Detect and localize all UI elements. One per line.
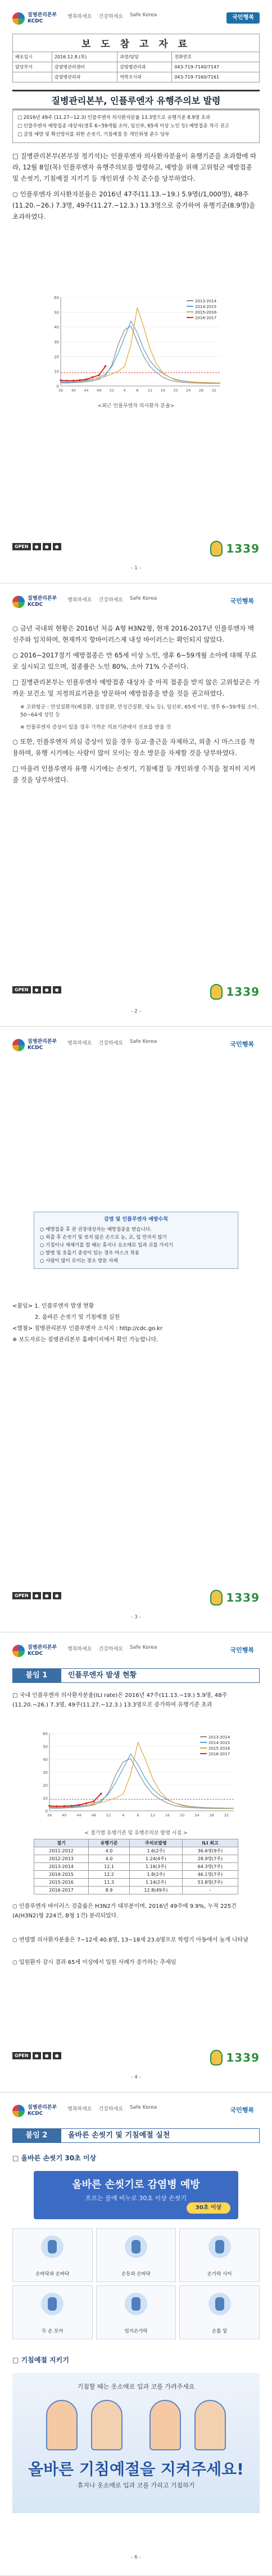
org-sub: KCDC	[28, 19, 43, 24]
slogan-1: 행복하세요	[67, 2106, 92, 2112]
x-tick-label: 52	[106, 1813, 111, 1818]
table-row	[34, 1887, 238, 1894]
person-icon	[46, 2400, 78, 2450]
para-2: ○ 인플루엔자 의사환자분율은 2016년 47주(11.13.~19.) 5.9명(/1,000명), 48주(11.20.~26.) 7.3명, 49주(11.27.~12.3.) 13.3명으로 증가하여 유행기준(8.9명)을 초과하였다.	[12, 190, 256, 220]
page-6	[0, 2092, 272, 2576]
org-sub: KCDC	[28, 1045, 43, 1051]
table-row	[34, 1847, 238, 1855]
summary-line: □ 인플루엔자 예방접종 대상자(생후 6~59개월 소아, 임신부, 65세 이상 노인 등) 예방접종 적극 권고	[17, 123, 229, 129]
page-3	[0, 1027, 272, 1632]
data-point	[60, 379, 62, 381]
hdr-cell: 감염병관리과	[117, 62, 172, 72]
x-tick-label: 16	[165, 1813, 170, 1818]
slogan-3: Safe Korea	[129, 2105, 157, 2110]
y-tick-label: 50	[54, 310, 59, 315]
handwash-poster	[34, 2171, 238, 2219]
page4-para-2: ○ 인플루엔자 바이러스 검출률은 H3N2가 대부분이며, 2016년 49주에 9.9%, 누적 225건(A(H3N2)형 224건, B형 1건) 분리되었다.	[12, 1903, 237, 1919]
footer-dot: ●	[33, 543, 41, 550]
gpen-badge: GPEN	[12, 986, 31, 993]
slogan-group	[67, 1039, 157, 1046]
poster-subtitle: 흐르는 물에 비누로 30초 이상 손씻기	[85, 2195, 187, 2202]
hdr-cell: 전화번호	[172, 52, 260, 62]
data-point	[93, 1800, 95, 1802]
attachment-2: 2. 올바른 손씻기 및 기침예절 실천	[35, 1314, 120, 1321]
poster-title: 올바른 손씻기로 감염병 예방	[72, 2179, 200, 2191]
x-tick-label: 44	[84, 388, 89, 393]
x-tick-label: 24	[186, 388, 191, 393]
series-line	[49, 1759, 234, 1809]
table-cell: 12.2	[89, 1871, 130, 1879]
footer-dot: ●	[43, 543, 51, 550]
attachments	[12, 1301, 260, 1346]
series-line	[61, 326, 220, 383]
kcdc-logo	[12, 12, 57, 25]
kcdc-logo-icon	[12, 2105, 25, 2117]
org-name: 질병관리본부	[28, 596, 57, 601]
footer-dot: ●	[33, 1592, 41, 1599]
kcdc-logo-icon	[12, 1645, 25, 1657]
legend-label: 2015-2016	[195, 310, 217, 315]
tip-line: ○ 기침이나 재채기를 할 때는 휴지나 옷소매로 입과 코를 가리기	[40, 1243, 174, 1248]
table-row	[34, 1863, 238, 1871]
page-number: - 3 -	[131, 1614, 141, 1620]
kcdc-logo-icon	[12, 596, 25, 608]
data-point	[78, 1804, 80, 1806]
table-header: 유행기준	[89, 1839, 130, 1847]
table-cell: 28.9명(7주)	[182, 1855, 238, 1863]
legend-label: 2016-2017	[208, 1752, 230, 1756]
table-header: 주의보발령	[129, 1839, 182, 1847]
slogan-group	[67, 596, 157, 603]
step-card	[179, 2285, 260, 2339]
y-tick-label: 10	[43, 1796, 48, 1801]
x-tick-label: 28	[209, 1813, 214, 1818]
item-2: ○ 2016~2017절기 예방접종은 만 65세 이상 노인, 생후 6~59개월 소아에 대해 무료로 실시되고 있으며, 접종률은 노인 80%, 소아 71% 수준이다.	[12, 651, 257, 670]
x-tick-label: 4	[122, 1813, 125, 1818]
org-sub: KCDC	[28, 1651, 43, 1657]
y-tick-label: 40	[43, 1758, 48, 1762]
tip-line: ○ 사람이 많이 모이는 장소 방문 자제	[40, 1258, 118, 1264]
y-tick-label: 20	[54, 355, 59, 360]
y-tick-label: 0	[56, 384, 59, 389]
attachment-note: ※ 보도자료는 질병관리본부 홈페이지에서 확인 가능합니다.	[12, 1337, 158, 1343]
mascot-icon	[210, 2050, 223, 2066]
tip-line: ○ 예방접종 후 관 권장대상자는 예방접종을 받습니다.	[40, 1227, 152, 1232]
page1-body	[12, 150, 260, 227]
para-3: □ 아울러 인플루엔자 유행 시기에는 손씻기, 기침예절 등 개인위생 수칙을 철저히 지켜 줄 것을 당부하였다.	[12, 765, 256, 784]
tag-badge: 국민행복	[224, 2105, 260, 2116]
page4-para: □ 국내 인플루엔자 의사환자분율(ILI rate)은 2016년 47주(11.13.~19.) 5.9명, 48주(11.20.~26.) 7.3명, 49주(11.27.~12.3.) 13.3명으로 증가하여 유행기준 초과	[12, 1692, 228, 1708]
hotline-group	[210, 1590, 260, 1606]
page-1	[0, 0, 272, 583]
doc-title: 보 도 참 고 자 료	[13, 34, 260, 52]
gpen-badge: GPEN	[12, 543, 31, 550]
table-cell: 53.8명(7주)	[182, 1879, 238, 1887]
hand-icon	[41, 2293, 64, 2315]
footer-dot: ●	[53, 986, 61, 993]
section-title: 올바른 손씻기 및 기침예절 실천	[61, 2128, 260, 2143]
footer-badges	[12, 2052, 61, 2059]
note-1: ※ 고위험군 : 만성질환자(폐질환, 심장질환, 만성간질환, 당뇨 등), 임신부, 65세 이상, 생후 6~59개월 소아, 50~64세 성인 등	[20, 705, 259, 718]
org-sub: KCDC	[28, 602, 43, 608]
summary-line: □ 감염 예방 및 확산방지를 위한 손씻기, 기침예절 등 개인위생 준수 당부	[17, 132, 170, 137]
footer-dot: ●	[53, 1592, 61, 1599]
page5-para-1: ○ 연령별 의사환자분율은 7~12세 40.8명, 13~18세 23.0명으로 학령기 아동에서 높게 나타남	[12, 1937, 248, 1943]
x-tick-label: 8	[137, 1813, 139, 1818]
poster2-title: 올바른 기침예절을 지켜주세요!	[28, 2460, 244, 2478]
hotline-number: 1339	[226, 2051, 260, 2064]
table-cell: 8.9	[89, 1887, 130, 1894]
footer	[12, 1588, 260, 1608]
tag-badge: 국민행복	[224, 596, 260, 607]
slogan-group	[67, 1645, 157, 1652]
org-name: 질병관리본부	[28, 1645, 57, 1650]
y-tick-label: 40	[54, 325, 59, 330]
kcdc-logo	[12, 596, 57, 608]
slogan-1: 행복하세요	[67, 14, 92, 20]
table-row	[34, 1879, 238, 1887]
footer-dot: ●	[43, 1592, 51, 1599]
tip-line: ○ 외출 후 손씻기 및 씻지 않은 손으로 눈, 코, 입 만지지 않기	[40, 1235, 167, 1240]
y-tick-label: 0	[45, 1809, 48, 1814]
legend-label: 2014-2015	[195, 305, 217, 309]
table-header: 절기	[34, 1839, 89, 1847]
series-line	[49, 1754, 234, 1809]
table-cell: 46.1명(7주)	[182, 1871, 238, 1879]
footer-badges	[12, 986, 61, 993]
headline: 질병관리본부, 인플루엔자 유행주의보 발령	[12, 90, 260, 109]
table-header: ILI 최고	[182, 1839, 238, 1847]
footer-dot: ●	[33, 2052, 41, 2059]
step-card	[12, 2285, 93, 2339]
handwash-heading: □ 올바른 손씻기 30초 이상	[12, 2154, 97, 2162]
page5-para-2: ○ 입원환자 감시 결과 65세 이상에서 입원 사례가 증가하는 추세임	[12, 1959, 176, 1966]
data-point	[105, 365, 107, 367]
slogan-group	[67, 2105, 157, 2112]
footer	[12, 2048, 260, 2068]
note-2: ※ 인플루엔자 증상이 있을 경우 가까운 의료기관에서 진료를 받을 것	[20, 725, 171, 730]
hdr-cell	[13, 72, 52, 82]
gpen-badge: GPEN	[12, 1592, 31, 1599]
summary-box	[12, 110, 260, 143]
x-tick-label: 36	[47, 1813, 52, 1818]
slogan-2: 건강하세요	[98, 597, 123, 603]
section-header-2	[12, 2128, 260, 2143]
poster2-subtitle: 휴지나 옷소매로 입과 코를 가리고 기침하기	[77, 2482, 195, 2489]
page2-body	[12, 623, 260, 790]
slogan-2: 건강하세요	[98, 14, 123, 20]
x-tick-label: 8	[136, 388, 139, 393]
section-header-1	[12, 1668, 260, 1683]
mascot-icon	[210, 1590, 223, 1606]
data-point	[63, 1805, 65, 1807]
page-number: - 6 -	[131, 2555, 141, 2560]
step-card	[12, 2228, 93, 2282]
kcdc-logo	[12, 1645, 57, 1657]
table-row	[34, 1855, 238, 1863]
org-sub: KCDC	[28, 2111, 43, 2117]
para-2: ○ 또한, 인플루엔자 의심 증상이 있을 경우 등교·출근을 자제하고, 외출 시 마스크를 착용하며, 유행 시기에는 사람이 많이 모이는 장소 방문을 자제할 것을 당부하였다.	[12, 738, 255, 757]
table-cell: 1.6(2주)	[129, 1847, 182, 1855]
x-tick-label: 40	[71, 388, 76, 393]
footer-badges	[12, 543, 61, 550]
data-point	[66, 380, 69, 382]
hand-icon	[125, 2293, 147, 2315]
prevention-tips-box	[34, 1212, 238, 1269]
x-tick-label: 12	[147, 388, 153, 393]
step-card	[179, 2228, 260, 2282]
attachment-1: <붙임> 1. 인플루엔자 발생 현황	[12, 1303, 94, 1309]
footer-dot: ●	[53, 2052, 61, 2059]
table-cell: -	[182, 1887, 238, 1894]
legend-label: 2013-2014	[195, 299, 217, 303]
table-cell: 2016-2017	[34, 1887, 89, 1894]
org-name: 질병관리본부	[28, 2105, 57, 2110]
data-point	[85, 1802, 88, 1805]
footer-dot: ●	[43, 2052, 51, 2059]
legend-label: 2016-2017	[195, 316, 217, 320]
table-cell: 36.6명(9주)	[182, 1847, 238, 1855]
footer-dot: ●	[33, 986, 41, 993]
x-tick-label: 36	[58, 388, 64, 393]
slogan-1: 행복하세요	[67, 597, 92, 603]
kcdc-logo	[12, 2105, 57, 2117]
tag-badge: 국민행복	[224, 1645, 260, 1656]
x-tick-label: 4	[123, 388, 126, 393]
hdr-cell: 2016.12.8.(목)	[52, 52, 117, 62]
x-tick-label: 32	[211, 388, 216, 393]
step-label: 손바닥과 손바닥	[35, 2271, 70, 2277]
table-cell: 11.3	[89, 1879, 130, 1887]
slogan-1: 행복하세요	[67, 1041, 92, 1046]
hotline-group	[210, 541, 260, 556]
step-label: 손등과 손바닥	[121, 2271, 151, 2277]
hand-icon	[208, 2293, 231, 2315]
mascot-icon	[210, 541, 223, 556]
table-cell: 4.0	[89, 1847, 130, 1855]
tag-badge: 국민행복	[224, 1039, 260, 1050]
section-number: 붙임 1	[12, 1668, 61, 1683]
ili-line-chart-2	[34, 1728, 238, 1823]
hotline-group	[210, 984, 260, 1000]
table-cell: 2014-2015	[34, 1871, 89, 1879]
footer-dot: ●	[43, 986, 51, 993]
slogan-group	[67, 12, 157, 20]
hotline-number: 1339	[226, 542, 260, 555]
mascot-icon	[210, 984, 223, 1000]
table-cell: 2012-2013	[34, 1855, 89, 1863]
y-tick-label: 30	[54, 340, 59, 344]
cough-etiquette-poster	[12, 2373, 260, 2513]
attachment-link[interactable]: <별첨> 질병관리본부 인플루엔자 소식지 : http://cdc.go.kr	[12, 1326, 163, 1332]
table-cell: 12.8(49주)	[129, 1887, 182, 1894]
hotline-number: 1339	[226, 1591, 260, 1604]
slogan-3: Safe Korea	[129, 12, 157, 18]
x-tick-label: 20	[180, 1813, 185, 1818]
hdr-cell: 감염병관리센터	[52, 62, 117, 72]
chart-caption: <최근 인플루엔자 의사환자 분율>	[97, 403, 175, 409]
data-point	[100, 1793, 102, 1795]
x-tick-label: 28	[198, 388, 204, 393]
data-point	[92, 376, 94, 379]
slogan-3: Safe Korea	[129, 596, 157, 601]
poster2-top: 기침할 때는 옷소매로 입과 코를 가려주세요	[77, 2383, 195, 2390]
slogan-1: 행복하세요	[67, 1646, 92, 1652]
item-1: ○ 금년 국내외 현황은 2016년 처음 A형 H3N2형, 현재 2016-2017년 인플루엔자 백신주와 일치하며, 현재까지 항바이러스제 내성 바이러스는 확인되지 않았다.	[12, 624, 254, 643]
hdr-cell: 역학조사과	[117, 72, 172, 82]
page-number: - 1 -	[131, 565, 141, 571]
page-number: - 4 -	[131, 2074, 141, 2080]
tip-line: ○ 발열 및 호흡기 증상이 있는 경우 마스크 착용	[40, 1250, 139, 1256]
table-cell: 1.8(2주)	[129, 1871, 182, 1879]
step-label: 손가락 사이	[207, 2271, 232, 2277]
gpen-badge: GPEN	[12, 2052, 31, 2059]
tag-badge: 국민행복	[226, 12, 260, 24]
slogan-3: Safe Korea	[129, 1039, 157, 1045]
org-name: 질병관리본부	[28, 1039, 57, 1045]
slogan-2: 건강하세요	[98, 2106, 123, 2112]
legend-label: 2013-2014	[208, 1735, 230, 1740]
person-icon	[194, 2400, 226, 2450]
step-label: 두 손 모아	[42, 2329, 64, 2334]
step-card	[96, 2228, 176, 2282]
x-tick-label: 48	[91, 1813, 96, 1818]
data-point	[98, 374, 100, 376]
x-tick-label: 20	[173, 388, 178, 393]
x-tick-label: 24	[194, 1813, 200, 1818]
x-tick-label: 32	[224, 1813, 229, 1818]
footer-badges	[12, 1592, 61, 1599]
handwash-steps	[12, 2228, 260, 2339]
section-title: 인플루엔자 발생 현황	[61, 1668, 260, 1683]
y-tick-label: 60	[43, 1732, 48, 1736]
hand-icon	[125, 2235, 147, 2258]
table-cell: 2015-2016	[34, 1879, 89, 1887]
kcdc-logo-icon	[12, 1039, 25, 1051]
y-tick-label: 50	[43, 1745, 48, 1749]
page-4	[0, 1632, 272, 2092]
hand-icon	[41, 2235, 64, 2258]
poster-badge: 30초 이상	[187, 2202, 230, 2214]
step-card	[96, 2285, 176, 2339]
org-name: 질병관리본부	[28, 12, 57, 18]
table-cell: 1.16(3주)	[129, 1863, 182, 1871]
data-point	[48, 1805, 51, 1807]
legend-label: 2015-2016	[208, 1746, 230, 1751]
data-point	[79, 379, 81, 381]
hdr-cell: 과장/담당	[117, 52, 172, 62]
person-icon	[149, 2400, 181, 2450]
x-tick-label: 44	[76, 1813, 81, 1818]
step-label: 손톱 밑	[211, 2329, 228, 2334]
footer-dot: ●	[53, 543, 61, 550]
epidemic-threshold-table	[34, 1839, 238, 1894]
table-row	[34, 1871, 238, 1879]
press-header-table	[12, 34, 260, 82]
data-point	[85, 378, 88, 380]
series-line	[49, 1742, 234, 1808]
footer	[12, 539, 260, 559]
kcdc-logo	[12, 1039, 57, 1051]
data-point	[56, 1805, 58, 1807]
hdr-cell: 043-719-7140/7147	[172, 62, 260, 72]
data-point	[72, 380, 75, 382]
hdr-cell: 043-719-7160/7161	[172, 72, 260, 82]
hdr-cell: 감염병관리과	[52, 72, 117, 82]
y-tick-label: 10	[54, 369, 59, 374]
legend-label: 2014-2015	[208, 1741, 230, 1745]
y-tick-label: 30	[43, 1770, 48, 1775]
slogan-2: 건강하세요	[98, 1646, 123, 1652]
data-point	[71, 1805, 73, 1807]
page-2	[0, 583, 272, 1027]
para: □ 질병관리본부는 인플루엔자 예방접종 대상자 중 아직 접종을 받지 않은 고위험군은 가까운 보건소 및 지정의료기관을 방문하여 예방접종을 받을 것을 권고하였다.	[12, 678, 260, 697]
person-icon	[91, 2400, 123, 2450]
slogan-2: 건강하세요	[98, 1041, 123, 1046]
table-cell: 2011-2012	[34, 1847, 89, 1855]
table-cell: 12.1	[89, 1863, 130, 1871]
hdr-cell: 담당부서	[13, 62, 52, 72]
series-line	[61, 321, 220, 383]
step-label: 엄지손가락	[124, 2329, 148, 2334]
tips-title: 감염 및 인플루엔자 예방수칙	[104, 1217, 168, 1222]
kcdc-logo-icon	[12, 12, 25, 25]
hdr-cell: 배포일시	[13, 52, 52, 62]
ili-line-chart	[45, 292, 225, 398]
summary-line: □ 2016년 49주 (11.27~12.3) 인플루엔자 의사환자분율 13.3명으로 유행기준 8.9명 초과	[17, 115, 211, 121]
footer	[12, 982, 260, 1002]
x-tick-label: 12	[150, 1813, 155, 1818]
x-tick-label: 52	[109, 388, 115, 393]
y-tick-label: 60	[54, 296, 59, 300]
table-cell: 64.3명(7주)	[182, 1863, 238, 1871]
slogan-3: Safe Korea	[129, 1645, 157, 1650]
table-cell: 1.24(4주)	[129, 1855, 182, 1863]
cough-etiquette-heading: □ 기침예절 지키기	[12, 2356, 69, 2364]
section-number: 붙임 2	[12, 2128, 61, 2143]
x-tick-label: 40	[62, 1813, 67, 1818]
hotline-number: 1339	[226, 985, 260, 999]
table-cell: 2013-2014	[34, 1863, 89, 1871]
page-number: - 2 -	[131, 1009, 141, 1014]
x-tick-label: 16	[160, 388, 165, 393]
table-caption: < 절기별 유행기준 및 유행주의보 발령 시점 >	[84, 1830, 188, 1836]
table-cell: 1.14(2주)	[129, 1879, 182, 1887]
table-cell: 4.0	[89, 1855, 130, 1863]
y-tick-label: 20	[43, 1783, 48, 1788]
para-1: □ 질병관리본부(본부장 정기석)는 인플루엔자 의사환자분율이 유행기준을 초과함에 따라, 12월 8일(목) 인플루엔자 유행주의보를 발령하고, 예방을 위해 고위험군 예방접종 및 손씻기, 기침예절 지키기 등 개인위생 수칙 준수를 당부하였다.	[12, 152, 257, 182]
hotline-group	[210, 2050, 260, 2066]
hand-icon	[208, 2235, 231, 2258]
x-tick-label: 48	[97, 388, 102, 393]
